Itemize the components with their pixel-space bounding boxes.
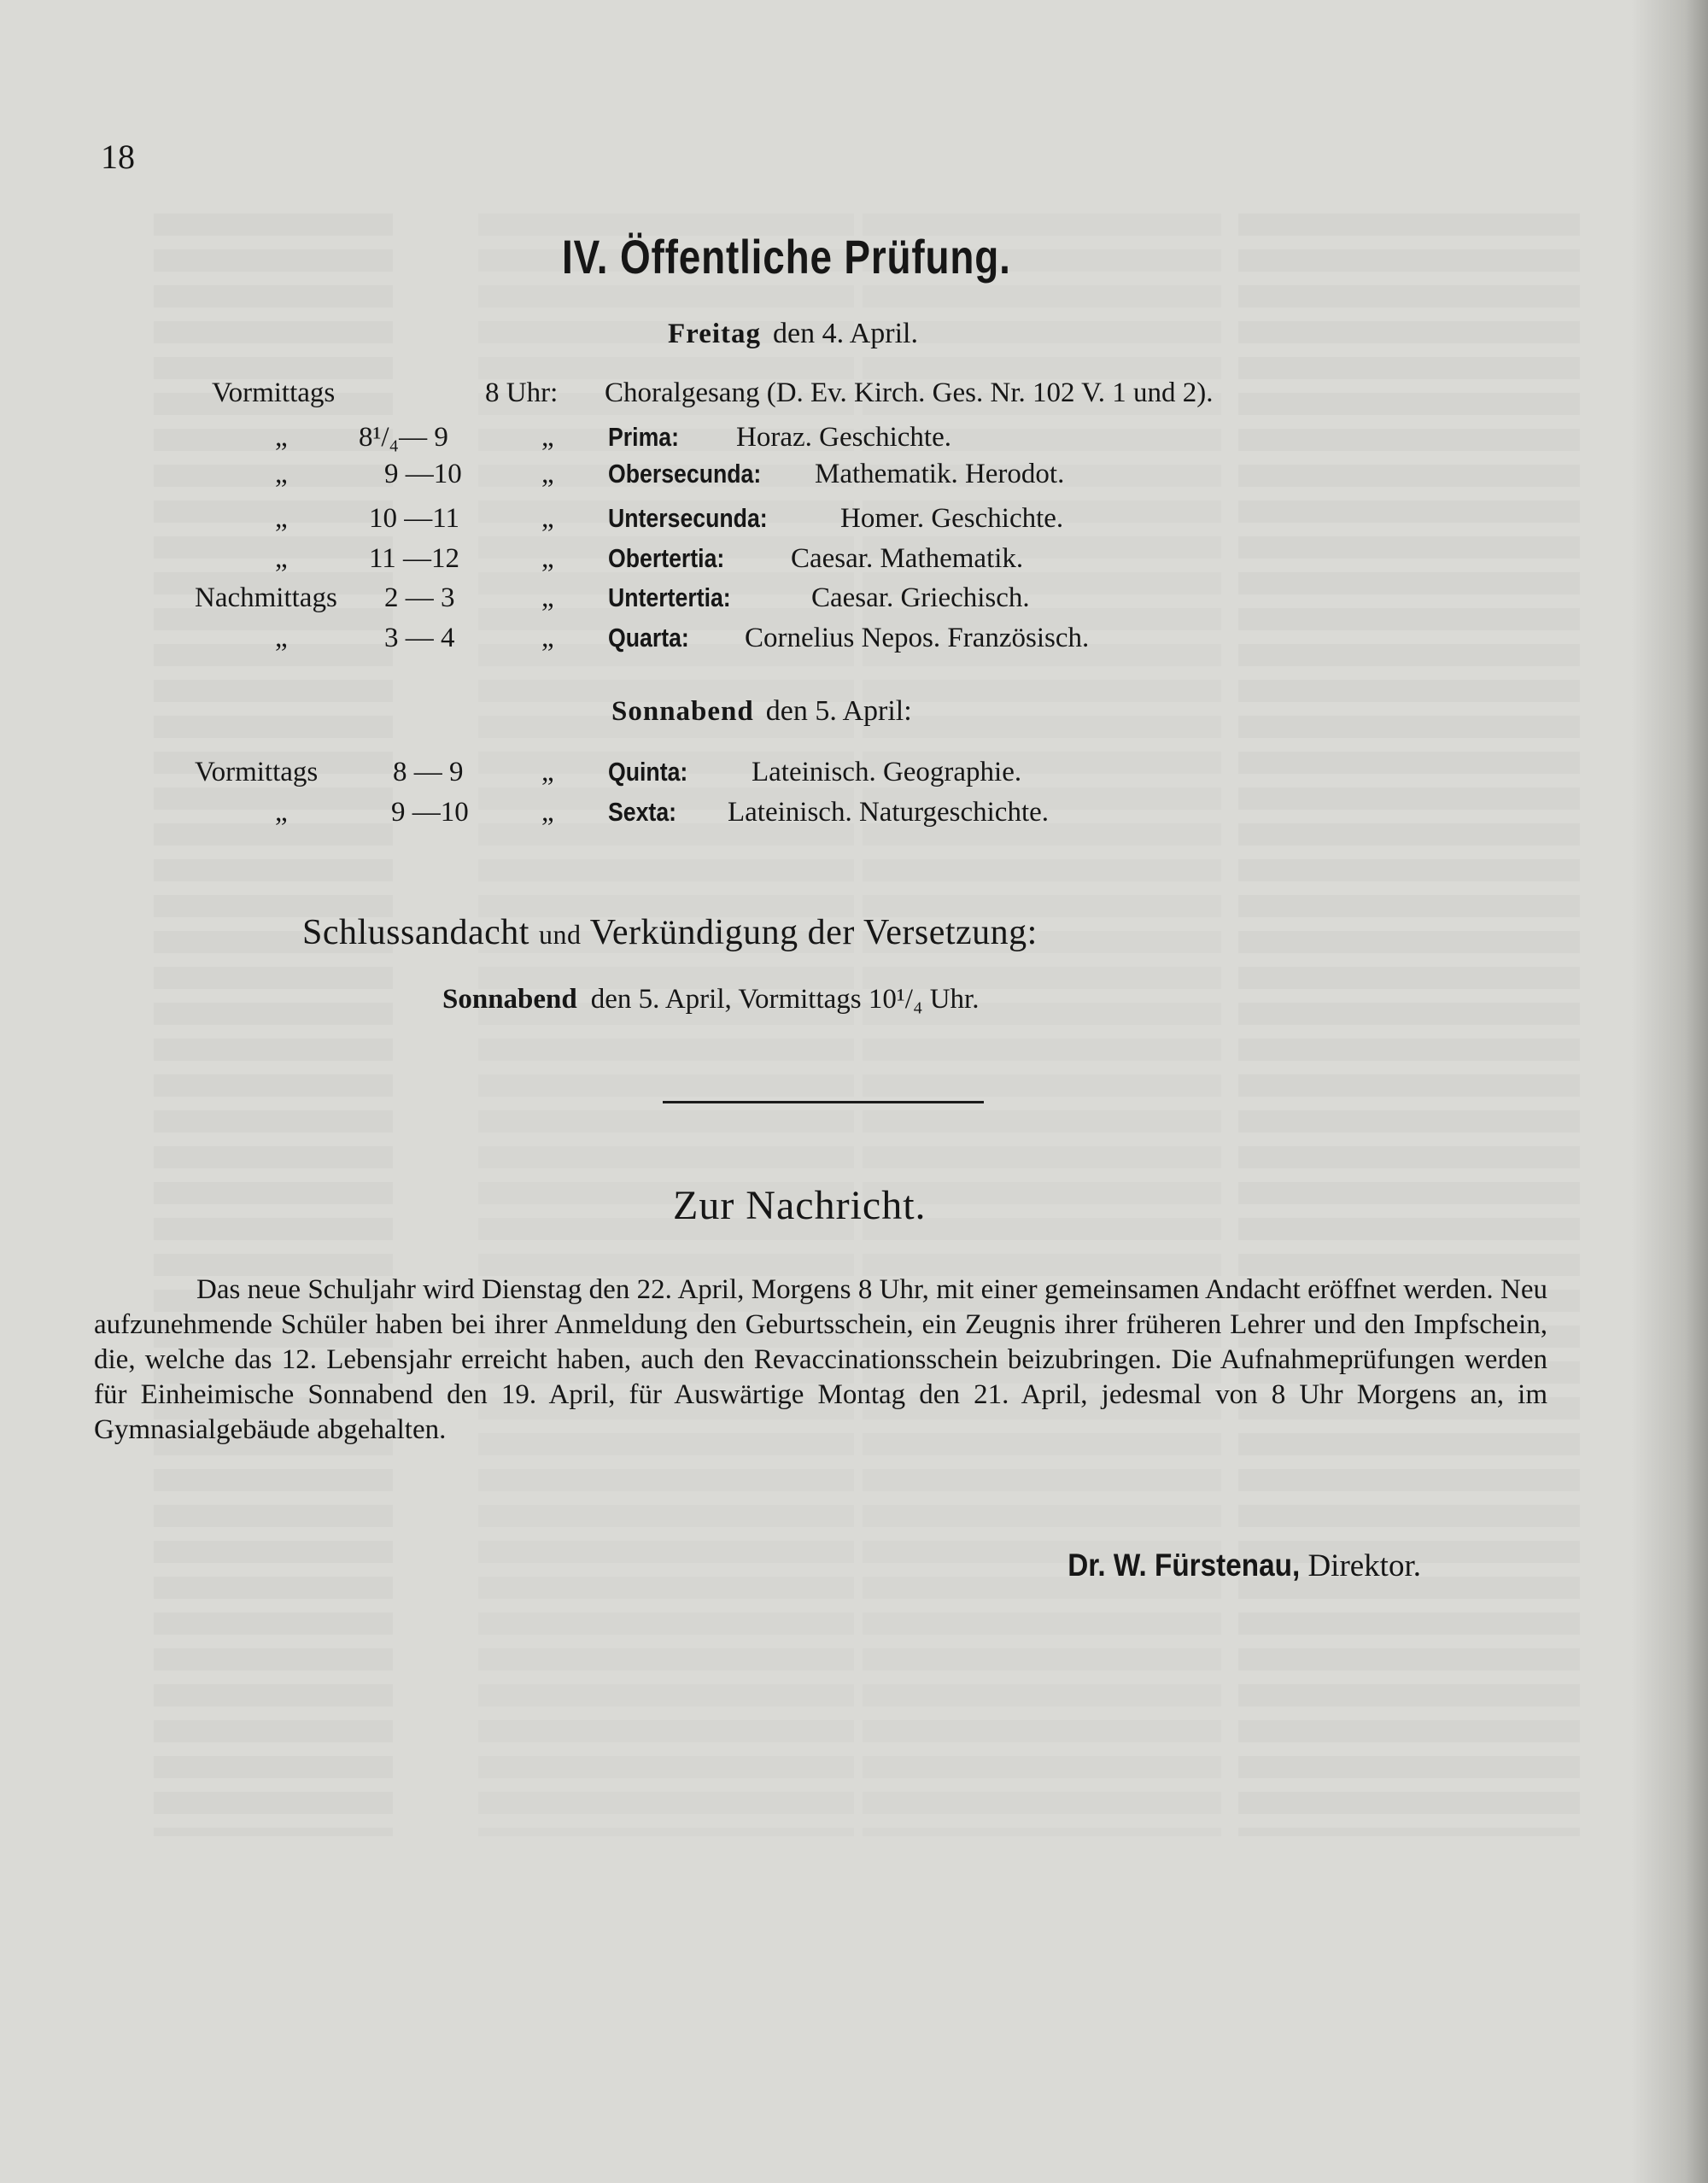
schedule-row [0, 377, 1708, 412]
time-slot: 8¹/₄— 9 [359, 422, 448, 453]
schedule-row [0, 543, 1708, 577]
time-slot: 8 Uhr: [485, 377, 559, 408]
period-label: „ [275, 459, 288, 489]
closing-detail: den 5. April, Vormittags 10¹/₄ Uhr. [590, 984, 980, 1015]
class-name: Quinta: [608, 757, 688, 787]
friday-heading [668, 318, 918, 350]
section-title: IV. Öffentliche Prüfung. [562, 230, 1011, 284]
notice-paragraph: Das neue Schuljahr wird Dienstag den 22. April, Morgens 8 Uhr, mit einer gemeinsamen Andacht eröffnet werden. Neu aufzunehmende Schüler haben bei ihrer Anmeldung den Geburtsschein, ein Zeugnis ihrer früheren Lehrer und den Impfschein, die, welche das 12. Lebensjahr erreicht haben, auch den Revaccinationsschein beizubringen. Die Aufnahmeprüfungen werden für Einheimische Sonnabend den 19. April, für Auswärtige Montag den 21. April, jedesmal von 8 Uhr Morgens an, im Gymnasialgebäude abgehalten. [94, 1274, 1547, 1445]
time-slot: 8 — 9 [393, 757, 464, 787]
class-name: Sexta: [608, 797, 677, 827]
bleed-through-column [863, 214, 1221, 1836]
subject-text: Horaz. Geschichte. [736, 422, 951, 453]
closing-heading [302, 912, 1038, 953]
bleed-through-column [154, 214, 393, 1836]
page-edge-shadow [1631, 0, 1708, 2183]
period-label: „ [275, 543, 288, 574]
subject-text: Choralgesang (D. Ev. Kirch. Ges. Nr. 102 V. 1 und 2). [605, 377, 1214, 408]
class-name: Untersecunda: [608, 503, 768, 533]
friday-day: Freitag [668, 319, 762, 349]
notice-title: Zur Nachricht. [673, 1183, 927, 1228]
ditto-mark: „ [541, 797, 554, 828]
saturday-day: Sonnabend [611, 696, 754, 727]
section-divider [663, 1101, 984, 1103]
schedule-row [0, 797, 1708, 831]
schedule-row [0, 582, 1708, 617]
bleed-through-column [1238, 214, 1580, 1836]
time-slot: 9 —10 [384, 459, 462, 489]
subject-text: Caesar. Griechisch. [811, 582, 1030, 613]
subject-text: Cornelius Nepos. Französisch. [745, 623, 1090, 653]
time-slot: 11 —12 [369, 543, 460, 574]
time-slot: 2 — 3 [384, 582, 455, 613]
period-label: „ [275, 797, 288, 828]
class-name: Prima: [608, 422, 679, 452]
class-name: Obertertia: [608, 543, 725, 573]
bleed-through-column [478, 214, 854, 1836]
schedule-row [0, 422, 1708, 456]
class-name: Quarta: [608, 623, 689, 653]
closing-part-3: Verkündigung der Versetzung: [589, 913, 1038, 952]
period-label: „ [275, 623, 288, 653]
schedule-row [0, 623, 1708, 657]
signature [1042, 1548, 1421, 1584]
period-label: „ [275, 503, 288, 534]
ditto-mark: „ [541, 582, 554, 613]
subject-text: Lateinisch. Naturgeschichte. [728, 797, 1050, 828]
period-label: Vormittags [195, 757, 319, 787]
schedule-row [0, 459, 1708, 493]
subject-text: Lateinisch. Geographie. [752, 757, 1022, 787]
page-number: 18 [101, 138, 135, 176]
ditto-mark: „ [541, 543, 554, 574]
ditto-mark: „ [541, 503, 554, 534]
schedule-row [0, 503, 1708, 537]
friday-date: den 4. April. [773, 318, 918, 349]
saturday-heading [611, 695, 912, 728]
closing-day: Sonnabend [442, 984, 577, 1015]
ditto-mark: „ [541, 757, 554, 787]
time-slot: 3 — 4 [384, 623, 455, 653]
signature-role: Direktor. [1307, 1548, 1421, 1583]
signature-name: Dr. W. Fürstenau, [1068, 1548, 1301, 1583]
subject-text: Caesar. Mathematik. [791, 543, 1024, 574]
class-name: Untertertia: [608, 582, 731, 612]
time-slot: 9 —10 [391, 797, 469, 828]
ditto-mark: „ [541, 459, 554, 489]
class-name: Obersecunda: [608, 459, 762, 489]
ditto-mark: „ [541, 422, 554, 453]
closing-part-1: Schlussandacht [302, 913, 529, 952]
schedule-row [0, 757, 1708, 791]
ditto-mark: „ [541, 623, 554, 653]
closing-part-2: und [538, 919, 582, 950]
closing-date [442, 984, 979, 1015]
period-label: Vormittags [212, 377, 336, 408]
subject-text: Mathematik. Herodot. [815, 459, 1065, 489]
time-slot: 10 —11 [369, 503, 460, 534]
saturday-date: den 5. April: [765, 695, 912, 727]
period-label: Nachmittags [195, 582, 337, 613]
subject-text: Homer. Geschichte. [840, 503, 1064, 534]
period-label: „ [275, 422, 288, 453]
